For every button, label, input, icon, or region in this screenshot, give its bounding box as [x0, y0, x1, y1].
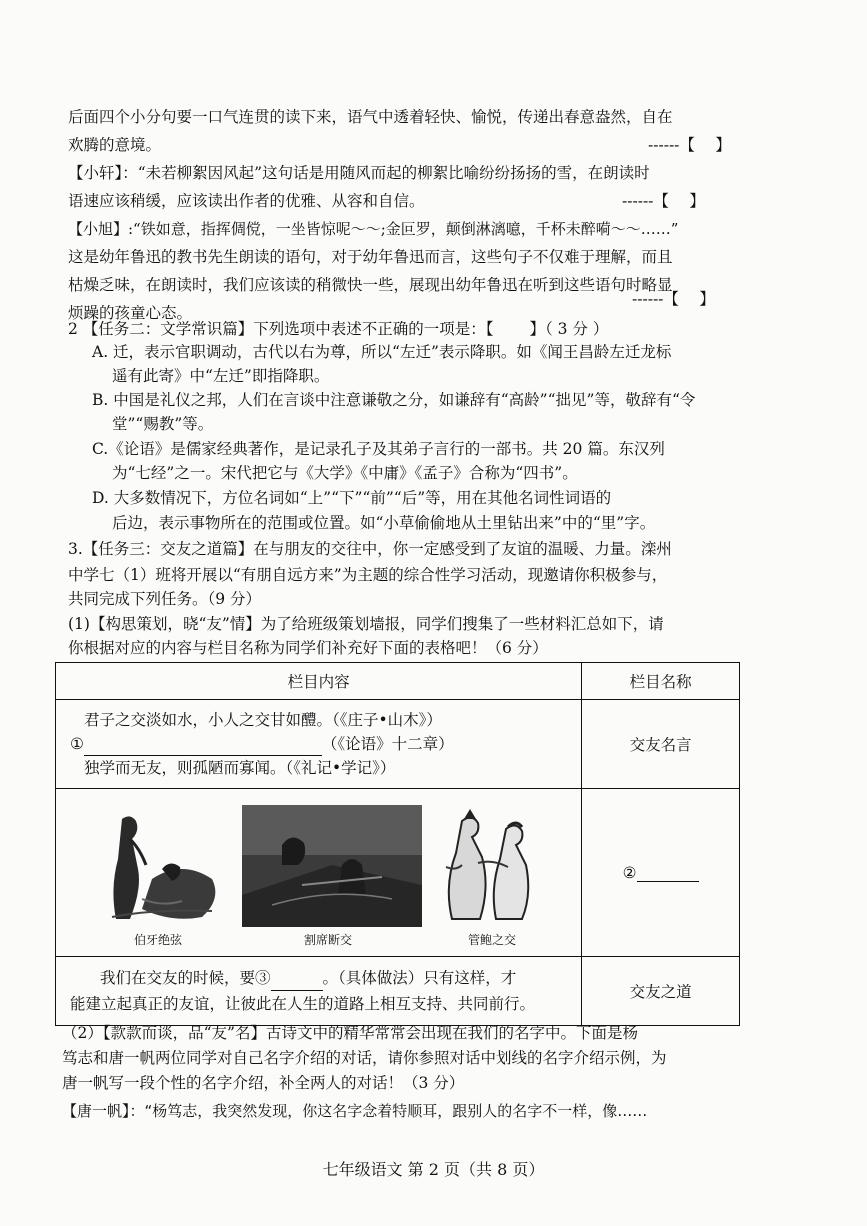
- pictures-row: [56, 793, 581, 953]
- question-3-stem: 共同完成下列任务。（9 分）: [68, 590, 262, 608]
- pictures-cell: [56, 789, 582, 957]
- subquestion-1: (1)【构思策划，晓“友”情】为了给班级策划墙报，同学们搜集了一些材料汇总如下，请: [68, 615, 664, 633]
- text-line: 后面四个小分句要一口气连贯的读下来，语气中透着轻快、愉悦，传递出春意盎然，自在: [68, 108, 673, 126]
- text-line: 烦躁的孩童心态。: [68, 304, 193, 322]
- quote-source: （《论语》十二章）: [321, 735, 454, 753]
- dialogue-line: 【唐一帆】：“杨笃志，我突然发现，你这名字念着特顺耳，跟别人的名字不一样，像……: [62, 1102, 648, 1120]
- column-table: [55, 662, 740, 1026]
- text-line: 【小旭】:“铁如意，指挥倜傥，一坐皆惊呢～～;金叵罗，颠倒淋漓噫，千杯未醉嗬～～……”: [68, 220, 679, 238]
- name-cell-3: 交友之道: [582, 957, 740, 1026]
- answer-blank-3[interactable]: [271, 974, 323, 991]
- quote-liji: 独学而无友，则孤陋而寡闻。（《礼记•学记》）: [84, 759, 396, 777]
- text-line: 语速应该稍缓，应该读出作者的优雅、从容和自信。: [68, 192, 425, 210]
- boya-illustration: [92, 809, 232, 929]
- approach-text: 。（具体做法）只有这样，才: [322, 969, 517, 987]
- pic2-caption: 割席断交: [304, 932, 353, 947]
- option-c-line1: C.《论语》是儒家经典著作，是记录孔子及其弟子言行的一部书。共 20 篇。东汉列: [92, 440, 665, 458]
- subquestion-2: （2）【款款而谈，品“友”名】古诗文中的精华常常会出现在我们的名字中。下面是杨: [62, 1024, 638, 1042]
- option-d-line1: D. 大多数情况下，方位名词如“上”“下”“前”“后”等，用在其他名词性词语的: [92, 489, 612, 507]
- header-name: 栏目名称: [582, 663, 740, 700]
- option-a-line1: A. 迁，表示官职调动，古代以右为尊，所以“左迁”表示降职。如《闻王昌龄左迁龙标: [92, 343, 672, 361]
- blank-number: ②: [622, 863, 637, 882]
- option-b-line2: 堂”“赐教”等。: [112, 415, 214, 433]
- quote-zhuangzi: 君子之交淡如水，小人之交甘如醴。（《庄子•山木》）: [84, 711, 442, 729]
- text-line: 枯燥乏味，在朗读时，我们应该读的稍微快一些，展现出幼年鲁迅在听到这些语句时略显: [68, 276, 673, 294]
- answer-blank-1[interactable]: [84, 737, 322, 756]
- option-c-line2: 为“七经”之一。宋代把它与《大学》《中庸》《孟子》合称为“四书”。: [112, 464, 578, 482]
- answer-bracket: ------【 】: [622, 192, 705, 210]
- approach-line1: [70, 965, 567, 991]
- header-content: 栏目内容: [56, 663, 582, 700]
- option-a-line2: 遥有此寄》中“左迁”即指降职。: [112, 367, 330, 385]
- question-3-stem: 3.【任务三：交友之道篇】在与朋友的交往中，你一定感受到了友谊的温暖、力量。滦州: [68, 540, 672, 558]
- approach-cell: [56, 957, 582, 1026]
- name-cell-1: 交友名言: [582, 700, 740, 789]
- text-line: 欢腾的意境。: [68, 136, 162, 154]
- pic3-caption: 管鲍之交: [468, 932, 517, 947]
- quotes-cell: [56, 700, 582, 789]
- blank-number: ①: [70, 735, 84, 753]
- quote-blank-line: [70, 732, 567, 756]
- answer-blank-2[interactable]: [637, 865, 699, 882]
- answer-bracket: ------【 】: [648, 136, 731, 154]
- text-line: 【小轩】：“未若柳絮因风起”这句话是用随风而起的柳絮比喻纷纷扬扬的雪，在朗读时: [68, 164, 650, 182]
- option-b-line1: B. 中国是礼仪之邦，人们在言谈中注意谦敬之分，如谦辞有“高龄”“拙见”等，敬辞有“令: [92, 391, 696, 409]
- name-cell-2: [582, 789, 740, 957]
- approach-line2: 能建立起真正的友谊，让彼此在人生的道路上相互支持、共同前行。: [70, 995, 536, 1013]
- subquestion-2: 唐一帆写一段个性的名字介绍，补全两人的对话！（3 分）: [62, 1074, 465, 1092]
- question-2-stem: 2 【任务二：文学常识篇】下列选项中表述不正确的一项是：【 】（ 3 分 ）: [68, 320, 609, 338]
- question-3-stem: 中学七（1）班将开展以“有朋自远方来”为主题的综合性学习活动，现邀请你积极参与，: [68, 566, 668, 584]
- text-line: 这是幼年鲁迅的教书先生朗读的语句，对于幼年鲁迅而言，这些句子不仅难于理解，而且: [68, 248, 673, 266]
- pic1-caption: 伯牙绝弦: [134, 932, 183, 947]
- option-d-line2: 后边，表示事物所在的范围或位置。如“小草偷偷地从土里钻出来”中的“里”字。: [112, 514, 656, 532]
- geximat-illustration: [242, 805, 422, 927]
- guanbao-illustration: [428, 807, 558, 927]
- approach-text: 我们在交友的时候，要③: [100, 969, 271, 987]
- page-footer: 七年级语文 第 2 页（共 8 页）: [322, 1160, 545, 1179]
- answer-bracket: ------【 】: [632, 290, 715, 308]
- subquestion-1: 你根据对应的内容与栏目名称为同学们补充好下面的表格吧！（6 分）: [68, 639, 548, 657]
- subquestion-2: 笃志和唐一帆两位同学对自己名字介绍的对话，请你参照对话中划线的名字介绍示例，为: [62, 1049, 667, 1067]
